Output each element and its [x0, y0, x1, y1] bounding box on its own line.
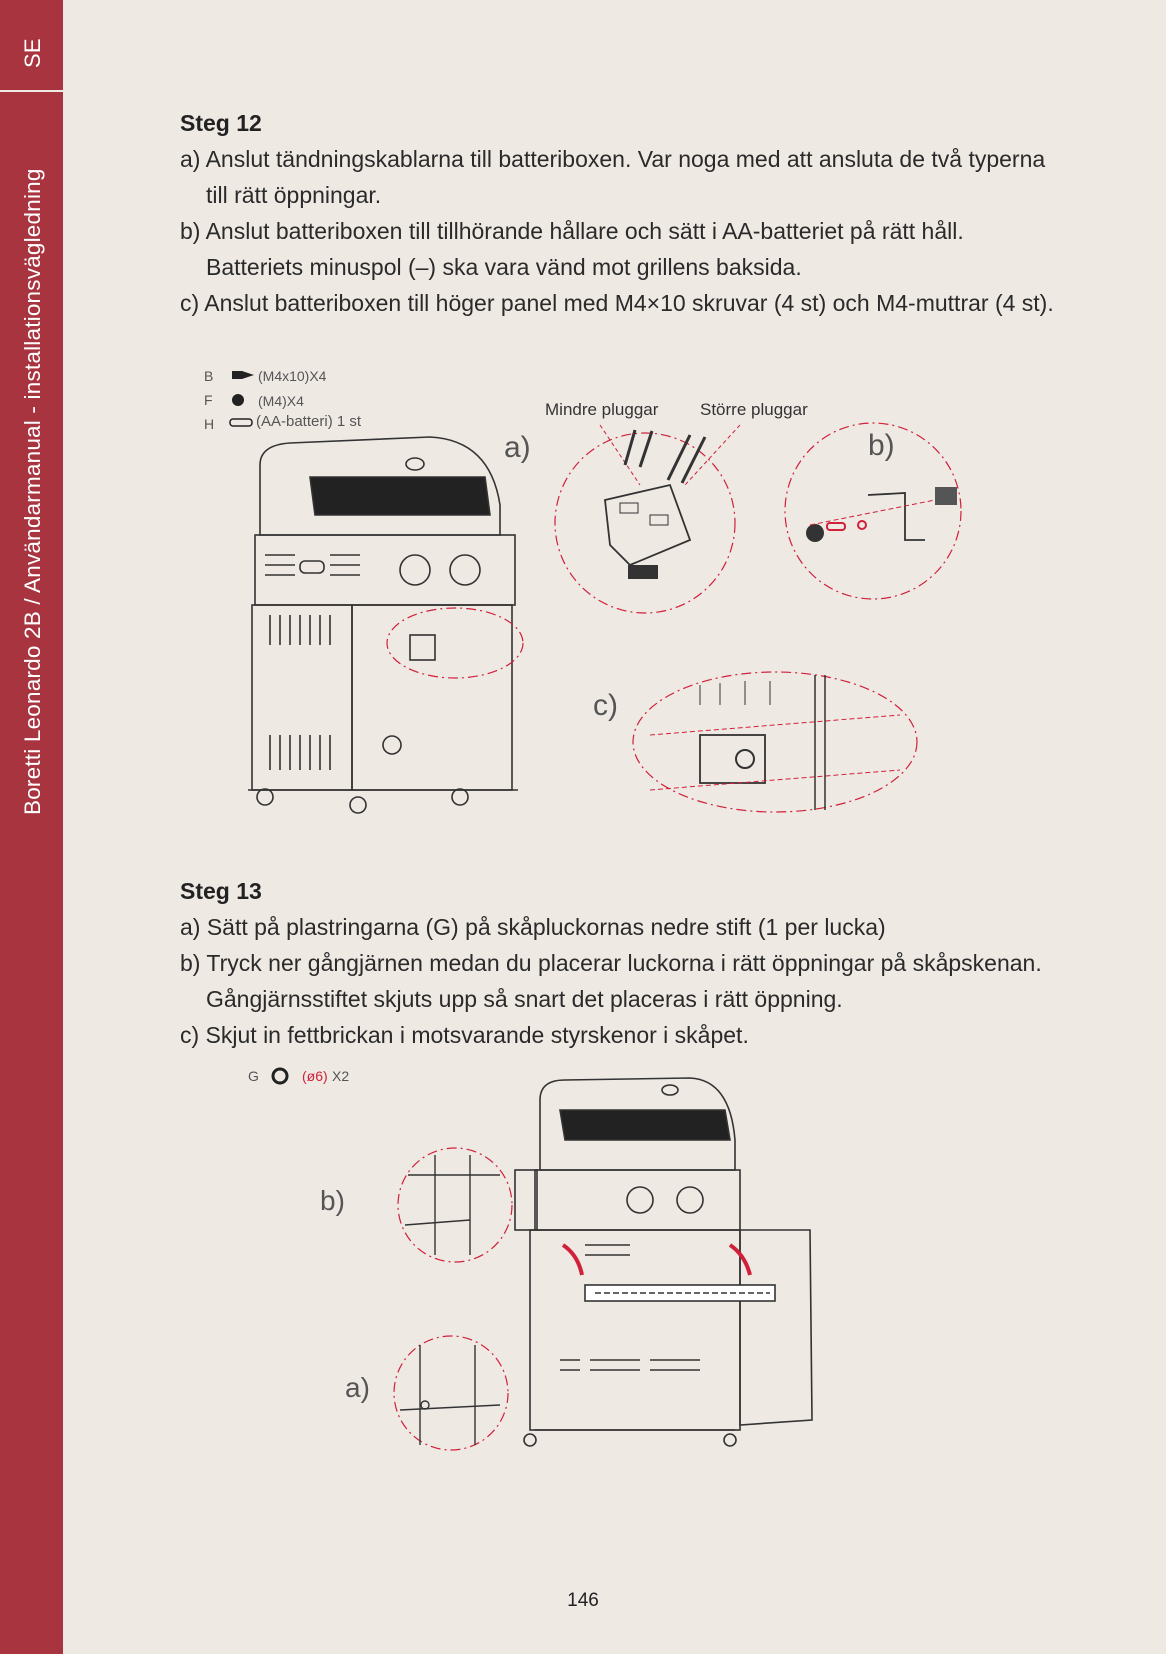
- step13-item-a: a) Sätt på plastringarna (G) på skåpluckornas nedre stift (1 per lucka): [180, 914, 886, 940]
- page-number: 146: [567, 1590, 599, 1611]
- detail-a-drawing: [400, 1345, 500, 1445]
- detail-c-marker: [387, 608, 523, 678]
- plastic-ring-icon: [273, 1069, 287, 1083]
- part-label-h: (AA-batteri) 1 st: [256, 413, 362, 430]
- callout-b-label: b): [868, 429, 895, 462]
- detail-b-drawing: [405, 1155, 500, 1255]
- part-label-b: (M4x10)X4: [258, 368, 327, 384]
- step13-illustration: [230, 1060, 880, 1480]
- part-g: [248, 1068, 349, 1084]
- part-letter-f: F: [204, 392, 213, 408]
- detail-a-circle-13: [394, 1336, 508, 1450]
- part-label-f: (M4)X4: [258, 393, 304, 409]
- detail-c-ellipse: [633, 672, 917, 812]
- screw-icon: [232, 371, 254, 379]
- hinge-marker-left: [563, 1245, 582, 1275]
- callout-c-label: c): [593, 689, 618, 722]
- part-letter-h: H: [204, 416, 215, 432]
- step12-heading: Steg 12: [180, 110, 262, 136]
- step13-section: [180, 878, 1060, 1053]
- callout-b-label-13: b): [320, 1185, 345, 1216]
- parts-list: [204, 368, 362, 432]
- language-tab: [0, 0, 63, 92]
- callout-a-label: a): [504, 431, 531, 464]
- nut-icon: [232, 394, 244, 406]
- part-count-g: X2: [332, 1068, 350, 1084]
- step13-item-b: b) Tryck ner gångjärnen medan du placerar luckorna i rätt öppningar på skåpskenan. Gångjärnsstiftet skjuts upp så snart det placeras i rätt öppning.: [180, 950, 1042, 1012]
- part-letter-b: B: [204, 368, 214, 384]
- step13-heading: Steg 13: [180, 878, 262, 904]
- step13-item-c: c) Skjut in fettbrickan i motsvarande styrskenor i skåpet.: [180, 1022, 749, 1048]
- document-title: Boretti Leonardo 2B / Användarmanual - installationsvägledning: [20, 168, 45, 815]
- step12-illustration: [200, 365, 1030, 875]
- callout-a-label-13: a): [345, 1372, 370, 1403]
- detail-a-circle: [555, 425, 740, 613]
- label-small-plugs: Mindre pluggar: [545, 400, 659, 419]
- step12-section: [180, 110, 1060, 321]
- sidebar: [0, 0, 63, 1654]
- step12-item-c: c) Anslut batteriboxen till höger panel med M4×10 skruvar (4 st) och M4-muttrar (4 st).: [180, 290, 1054, 316]
- grill-drawing-step12: [248, 437, 518, 813]
- part-letter-g: G: [248, 1068, 259, 1084]
- battery-icon: [230, 419, 252, 426]
- label-large-plugs: Större pluggar: [700, 400, 808, 419]
- step12-item-b: b) Anslut batteriboxen till tillhörande hållare och sätt i AA-batteriet på rätt håll. Batteriets minuspol (–) ska vara vänd mot grillens baksida.: [180, 218, 964, 280]
- grill-drawing-step13: [515, 1078, 812, 1446]
- language-code: SE: [20, 38, 45, 68]
- part-size-g: (ø6): [302, 1068, 328, 1084]
- detail-b-circle-13: [398, 1148, 512, 1262]
- step12-item-a: a) Anslut tändningskablarna till batteriboxen. Var noga med att ansluta de två typerna till rätt öppningar.: [180, 146, 1046, 208]
